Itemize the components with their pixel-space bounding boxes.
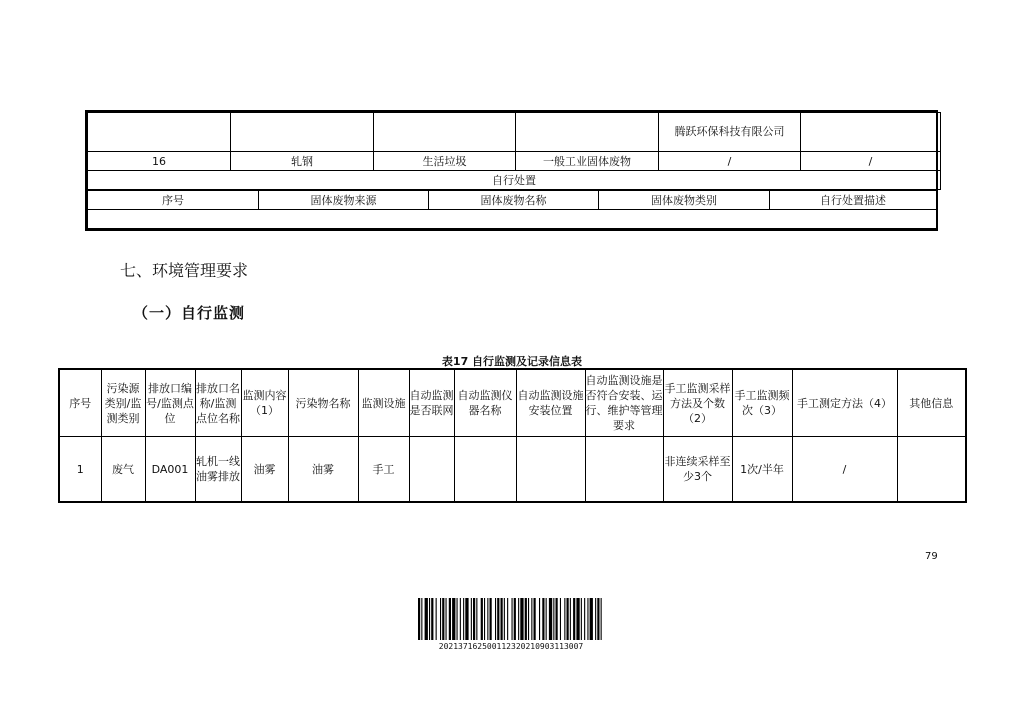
header-cell: 手工监测频次（3） xyxy=(732,369,792,437)
self-disposal-title: 自行处置 xyxy=(88,171,941,190)
table-cell xyxy=(88,210,937,229)
header-cell: 其他信息 xyxy=(897,369,966,437)
table-cell xyxy=(585,437,663,503)
header-cell: 排放口编号/监测点位 xyxy=(145,369,195,437)
table-cell xyxy=(409,437,454,503)
header-cell: 序号 xyxy=(88,191,259,210)
header-cell: 排放口名称/监测点位名称 xyxy=(195,369,241,437)
header-cell: 固体废物来源 xyxy=(259,191,429,210)
barcode-number: 20213716250011232021090311300​7 xyxy=(438,642,584,651)
header-cell: 自动监测是否联网 xyxy=(409,369,454,437)
subsection-heading: （一）自行监测 xyxy=(133,304,246,322)
header-cell: 自动监测设施是否符合安装、运行、维护等管理要求 xyxy=(585,369,663,437)
header-cell: 手工测定方法（4） xyxy=(792,369,897,437)
header-cell: 自行处置描述 xyxy=(770,191,937,210)
table-row xyxy=(88,113,941,152)
table-cell: 1 xyxy=(59,437,101,503)
table-cell: 油雾 xyxy=(241,437,288,503)
table-row xyxy=(88,171,941,190)
header-cell: 污染物名称 xyxy=(288,369,358,437)
header-cell: 自动监测设施安装位置 xyxy=(516,369,585,437)
barcode-graphic xyxy=(418,598,604,640)
table-row xyxy=(88,152,941,171)
header-cell: 手工监测采样方法及个数（2） xyxy=(663,369,732,437)
page-number: 79 xyxy=(925,551,938,562)
table-cell: 废气 xyxy=(101,437,145,503)
table-cell xyxy=(801,113,941,152)
company-cell: 腾跃环保科技有限公司 xyxy=(659,113,801,152)
table-cell xyxy=(897,437,966,503)
table-cell xyxy=(231,113,374,152)
header-cell: 固体废物类别 xyxy=(599,191,770,210)
table-cell: DA001 xyxy=(145,437,195,503)
table-cell: 16 xyxy=(88,152,231,171)
table-cell: / xyxy=(659,152,801,171)
table-row xyxy=(88,191,937,210)
header-cell: 自动监测仪器名称 xyxy=(454,369,516,437)
table-cell: / xyxy=(801,152,941,171)
table-cell: 手工 xyxy=(358,437,409,503)
table-cell xyxy=(88,113,231,152)
solid-waste-table-upper xyxy=(87,112,941,190)
table-cell: 轧机一线油雾排放 xyxy=(195,437,241,503)
solid-waste-table xyxy=(85,110,938,231)
solid-waste-table-lower xyxy=(87,190,937,229)
table-cell xyxy=(516,113,659,152)
header-cell: 序号 xyxy=(59,369,101,437)
table-cell: 1次/半年 xyxy=(732,437,792,503)
table-cell: 生活垃圾 xyxy=(374,152,516,171)
table-cell xyxy=(374,113,516,152)
section-heading: 七、环境管理要求 xyxy=(120,261,249,280)
table-cell: 轧钢 xyxy=(231,152,374,171)
header-cell: 固体废物名称 xyxy=(429,191,599,210)
table-header-row xyxy=(59,369,966,437)
monitoring-table xyxy=(58,368,967,503)
header-cell: 污染源类别/监测类别 xyxy=(101,369,145,437)
table-caption: 表17 自行监测及记录信息表 xyxy=(441,355,583,368)
table-row xyxy=(88,210,937,229)
header-cell: 监测设施 xyxy=(358,369,409,437)
table-cell: 油雾 xyxy=(288,437,358,503)
table-cell xyxy=(454,437,516,503)
table-row xyxy=(59,437,966,503)
table-cell xyxy=(516,437,585,503)
table-cell: / xyxy=(792,437,897,503)
header-cell: 监测内容（1） xyxy=(241,369,288,437)
table-cell: 非连续采样至少3个 xyxy=(663,437,732,503)
table-cell: 一般工业固体废物 xyxy=(516,152,659,171)
